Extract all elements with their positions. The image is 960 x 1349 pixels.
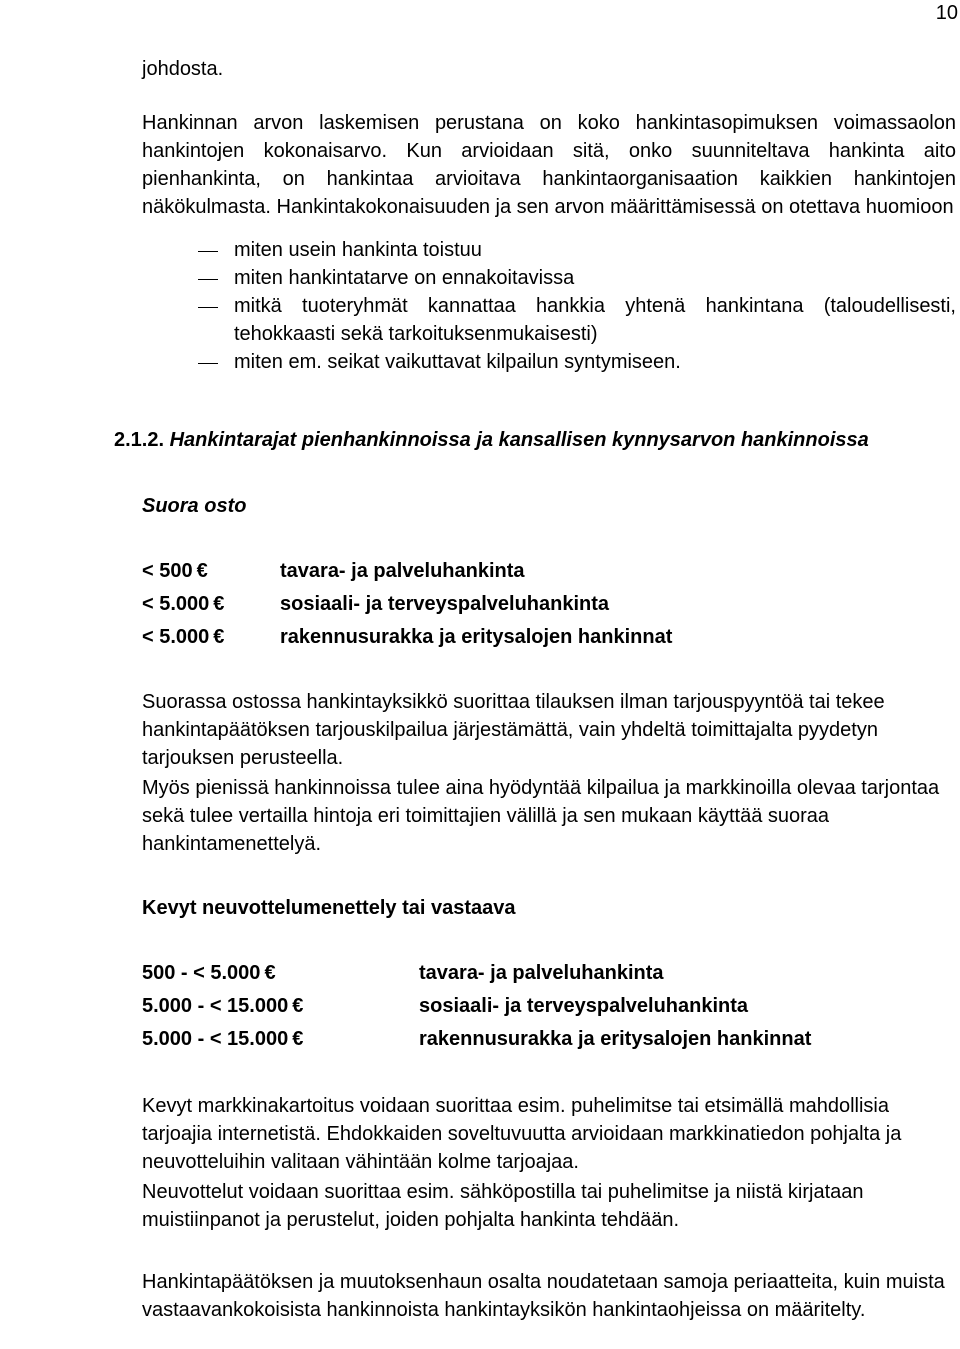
page-number: 10 [935,2,958,24]
list-item: miten em. seikat vaikuttavat kilpailun syntymiseen. [142,348,956,376]
light-negotiation-paragraph-3: Hankintapäätöksen ja muutoksenhaun osalta noudatetaan samoja periaatteita, kuin muista vastaavankokoisista hankinnoista hankintayksikön hankintaohjeissa on määritelty. [142,1271,945,1321]
light-negotiation-paragraph-1: Kevyt markkinakartoitus voidaan suorittaa esim. puhelimitse tai etsimällä mahdollisia tarjoajia internetistä. Ehdokkaiden soveltuvuutta arvioidaan markkinatiedon pohjalta ja neuvotteluihin valitaan vähintään kolme tarjoajaa. [142,1095,902,1173]
euro-symbol: € [196,559,208,582]
threshold-category: rakennusurakka ja eritysalojen hankinnat [280,625,673,648]
table-row [142,956,811,989]
list-item: miten hankintatarve on ennakoitavissa [142,264,956,292]
euro-symbol: € [292,994,304,1017]
threshold-limit: 500 - < 5.000 [142,961,261,984]
table-row [142,989,811,1022]
threshold-category: sosiaali- ja terveyspalveluhankinta [419,994,749,1017]
list-item: miten usein hankinta toistuu [142,236,956,264]
threshold-limit: 5.000 - < 15.000 [142,1027,289,1050]
consideration-list [142,236,956,376]
list-item: mitkä tuoteryhmät kannattaa hankkia yhtenä hankintana (taloudellisesti, tehokkaasti sekä tarkoituksenmukaisesti) [142,292,956,348]
threshold-limit: < 500 [142,559,193,582]
threshold-limit: 5.000 - < 15.000 [142,994,289,1017]
section-title: Hankintarajat pienhankinnoissa ja kansallisen kynnysarvon hankinnoissa [169,429,869,451]
threshold-category: sosiaali- ja terveyspalveluhankinta [280,592,610,615]
direct-purchase-heading: Suora osto [142,495,247,517]
threshold-category: rakennusurakka ja eritysalojen hankinnat [419,1027,812,1050]
direct-purchase-thresholds [142,554,672,653]
section-heading [114,426,869,454]
table-row [142,620,672,653]
table-row [142,1022,811,1055]
intro-paragraph: Hankinnan arvon laskemisen perustana on koko hankintasopimuksen voimassaolon hankintojen kokonaisarvo. Kun arvioidaan sitä, onko suunniteltava hankinta aito pienhankinta, on hankintaa arvioitava hankintaorganisaation kaikkien hankintojen näkökulmasta. Hankintakokonaisuuden ja sen arvon määrittämisessä on otettava huomioon [142,112,956,218]
direct-purchase-paragraph-1: Suorassa ostossa hankintayksikkö suorittaa tilauksen ilman tarjouspyyntöä tai tekee hankintapäätöksen tarjouskilpailua järjestämättä, vain yhdeltä toimittajalta pyydetyn tarjouksen perusteella. [142,691,885,769]
table-row [142,554,672,587]
direct-purchase-paragraph-2: Myös pienissä hankinnoissa tulee aina hyödyntää kilpailua ja markkinoilla olevaa tarjontaa sekä tulee vertailla hintoja eri toimittajien välillä ja sen mukaan käyttää suoraa hankintamenettelyä. [142,777,940,855]
table-row [142,587,672,620]
euro-symbol: € [213,625,225,648]
intro-section [142,55,956,376]
euro-symbol: € [292,1027,304,1050]
light-negotiation-paragraph-2: Neuvottelut voidaan suorittaa esim. sähköpostilla tai puhelimitse ja niistä kirjataan muistiinpanot ja perustelut, joiden pohjalta hankinta tehdään. [142,1181,864,1231]
section-number: 2.1.2. [114,429,165,451]
threshold-category: tavara- ja palveluhankinta [280,559,525,582]
light-negotiation-heading: Kevyt neuvottelumenettely tai vastaava [142,897,516,919]
light-negotiation-thresholds [142,956,811,1055]
threshold-limit: < 5.000 [142,625,210,648]
intro-first-line: johdosta. [142,58,224,80]
euro-symbol: € [213,592,225,615]
threshold-category: tavara- ja palveluhankinta [419,961,664,984]
threshold-limit: < 5.000 [142,592,210,615]
euro-symbol: € [264,961,276,984]
